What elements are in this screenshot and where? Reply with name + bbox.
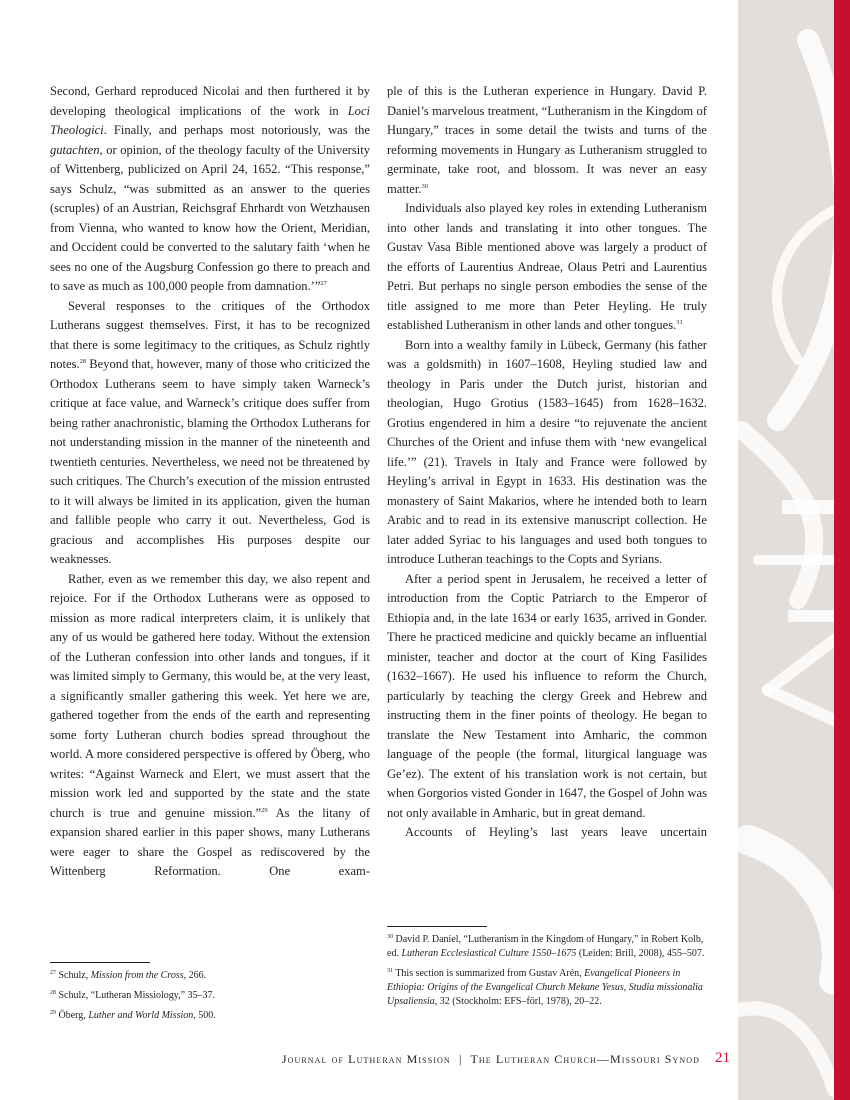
footnote-28 bbox=[50, 989, 370, 1003]
text-run: Accounts of Heyling’s last years leave uncertain bbox=[405, 825, 707, 839]
footnote-divider bbox=[387, 926, 487, 927]
decorative-side-band bbox=[738, 0, 834, 1100]
italic-title: Loci Theologici bbox=[50, 103, 370, 137]
text-run: Several responses to the critiques of the Orthodox Lutherans suggest themselves. First, it has to be recognized that there is some legitimacy to the critiques, as Schulz rightly notes. bbox=[50, 298, 370, 371]
paragraph-2 bbox=[387, 199, 707, 336]
paragraph-3 bbox=[50, 570, 370, 882]
footnote-number: 27 bbox=[50, 970, 56, 976]
paragraph-1 bbox=[387, 82, 707, 199]
italic-title: Evangelical Pioneers in Ethiopia: Origins of the Evangelical Church Mekane Yesus, Studia missionalia Upsaliensia bbox=[387, 968, 703, 1007]
footnote-ref: 31 bbox=[676, 319, 683, 326]
footnote-number: 31 bbox=[387, 968, 393, 974]
text-run: , 32 (Stockholm: EFS–förl, 1978), 20–22. bbox=[434, 996, 602, 1007]
footnote-ref: 27 bbox=[320, 280, 327, 287]
paragraph-1 bbox=[50, 82, 370, 297]
text-run: Schulz, bbox=[56, 970, 91, 981]
accent-red-bar bbox=[834, 0, 850, 1100]
text-run: Schulz, “Lutheran Missiology,” 35–37. bbox=[56, 990, 216, 1001]
text-run: , or opinion, of the theology faculty of the University of Wittenberg, publicized on April 24, 1652. “This response,” says Schulz, “was submitted as an answer to the queries (scruples) of an Austrian, Reichsgraf Ehrhardt von Wetzhausen from Vienna, who wanted to know how the Orient, Meridian, and Occident could be converted to the salutary faith ‘when he sees no one of the Augsburg Confession go there to preach and to save as much as 100,000 people from damnation.’” bbox=[50, 142, 370, 293]
paragraph-5 bbox=[387, 823, 707, 843]
running-footer bbox=[230, 1052, 700, 1067]
text-run: . Finally, and perhaps most notoriously, was the bbox=[103, 123, 370, 137]
text-run: , 500. bbox=[193, 1010, 216, 1021]
footnote-number: 29 bbox=[50, 1010, 56, 1016]
text-run: Individuals also played key roles in extending Lutheranism into other lands and translating it into other tongues. The Gustav Vasa Bible mentioned above was largely a product of the efforts of Laurentius Andreae, Olaus Petri and Laurentius Petri. But perhaps no single person embodies the sense of the title assigned to me more than Peter Heyling. He truly established Lutheranism in other lands and other tongues. bbox=[387, 201, 707, 332]
paragraph-2 bbox=[50, 297, 370, 570]
text-run: David P. Daniel, “Lutheranism in the Kingdom of Hungary,” in Robert Kolb, ed. bbox=[387, 934, 704, 959]
footnote-ref: 29 bbox=[261, 806, 268, 814]
footnote-number: 28 bbox=[50, 990, 56, 996]
text-run: , 266. bbox=[183, 970, 207, 981]
footnote-number: 30 bbox=[387, 934, 393, 940]
text-run: (Leiden: Brill, 2008), 455–507. bbox=[576, 948, 705, 959]
footnotes-left bbox=[50, 962, 370, 1029]
church-name: The Lutheran Church—Missouri Synod bbox=[470, 1052, 700, 1066]
italic-term: gutachten bbox=[50, 142, 100, 157]
right-column bbox=[387, 82, 707, 843]
page-number: 21 bbox=[715, 1050, 730, 1066]
footnote-29 bbox=[50, 1009, 370, 1023]
footnote-ref: 28 bbox=[79, 358, 87, 365]
text-run: Rather, even as we remember this day, we also repent and rejoice. For if the Orthodox Lutherans were as opposed to mission as more radical interpreters claim, it is unlikely that any of us would be gathered here today. Without the extension of the Lutheran confession into other lands and tongues, if it was limited simply to Germany, this would be, at the very least, a significantly smaller gathering this week. Yet here we are, gathered together from the ends of the earth and representing some forty Lutheran church bodies spread throughout the world. A more considered perspective is offered by Öberg, who writes: “Against Warneck and Elert, we must assert that the mission work led and supported by the state and the state church is true and genuine mission.” bbox=[50, 571, 370, 820]
italic-title: Mission from the Cross bbox=[90, 970, 184, 981]
footnote-30 bbox=[387, 933, 707, 961]
decorative-letterform-graphic bbox=[738, 0, 834, 1100]
footer-separator: | bbox=[458, 1052, 463, 1066]
journal-title: Journal of Lutheran Mission bbox=[281, 1052, 451, 1066]
italic-title: Luther and World Mission bbox=[88, 1010, 194, 1021]
text-run: Born into a wealthy family in Lübeck, Germany (his father was a goldsmith) in 1607–1608, Heyling studied law and theology in Paris under the Dutch jurist, historian and theologian, Hugo Grotius (1583–1645) from 1628–1632. Grotius engendered in him a desire “to rejuvenate the ancient Churches of the Orient and infuse them with ‘new evangelical life.’” (21). Travels in Italy and France were followed by Heyling’s arrival in Egypt in 1633. His destination was the monastery of Saint Makarios, where he intended both to learn Arabic and to read in its extensive manuscript collection. He later added Syriac to his languages and used both tongues to introduce Lutheran teachings to the Copts and Syrians. bbox=[387, 337, 707, 566]
text-run: After a period spent in Jerusalem, he received a letter of introduction from the Coptic Patriarch to the Emperor of Ethiopia and, in the late 1634 or early 1635, arrived in Gonder. There he practiced medicine and quickly became an influential minister, teacher and doctor at the court of King Fasilides (1632–1667). He used his influence to reform the Church, particularly by teaching the clergy Greek and Hebrew and instructing them in the finer points of theology. He began to translate the New Testament into Amharic, the common language of the people (the formal, liturgical language was Ge’ez). The extent of his translation work is not certain, but when Gorgorios visted Gonder in 1647, the Gospel of John was not only available in Amharic, but in great demand. bbox=[387, 571, 707, 820]
footnote-divider bbox=[50, 962, 150, 963]
footnote-31 bbox=[387, 967, 707, 1009]
text-run: Öberg, bbox=[56, 1010, 89, 1021]
text-run: Beyond that, however, many of those who criticized the Orthodox Lutherans seem to have simply taken Warneck’s critique at face value, and Warneck’s critique does suffer from being rather anachronistic, blaming the Orthodox Lutherans for not understanding mission in the manner of the nineteenth and twentieth centuries. Nevertheless, we need not be threatened by such critiques. The Church’s execution of the mission entrusted to it will always be limited in its application, given the human and fallible people who carry it out. Nevertheless, God is gracious and accomplishes His purposes despite our weaknesses. bbox=[50, 357, 370, 566]
text-run: ple of this is the Lutheran experience in Hungary. David P. Daniel’s marvelous treatment, “Lutheranism in the Kingdom of Hungary,” traces in some detail the twists and turns of the reforming movements in Hungary as Lutheranism struggled to germinate, take root, and blossom. It was never an easy matter. bbox=[387, 84, 707, 196]
text-run: This section is summarized from Gustav Arén, bbox=[393, 968, 585, 979]
text-run: Second, Gerhard reproduced Nicolai and then furthered it by developing theological implications of the work in bbox=[50, 84, 370, 118]
footnotes-right bbox=[387, 926, 707, 1015]
footnote-27 bbox=[50, 969, 370, 983]
paragraph-3 bbox=[387, 336, 707, 570]
footnote-ref: 30 bbox=[421, 182, 428, 190]
paragraph-4 bbox=[387, 570, 707, 824]
italic-title: Lutheran Ecclesiastical Culture 1550–1675 bbox=[401, 948, 577, 959]
left-column bbox=[50, 82, 370, 882]
text-run: As the litany of expansion shared earlier in this paper shows, many Lutherans were eager to share the Gospel as rediscovered by the Wittenberg Reformation. One exam- bbox=[50, 805, 370, 878]
